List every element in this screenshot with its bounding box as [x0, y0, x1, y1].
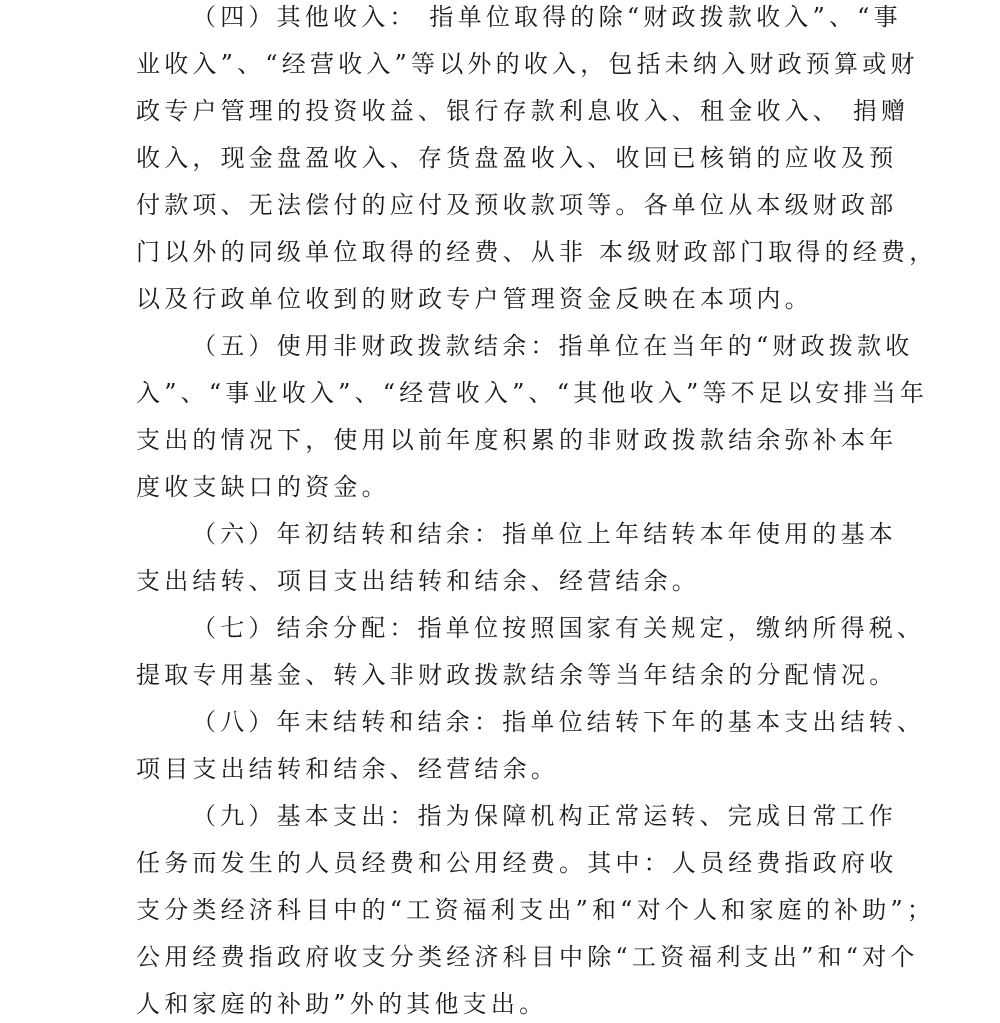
- text-line: 收入，现金盘盈收入、存货盘盈收入、收回已核销的应收及预: [136, 144, 898, 172]
- text-line: （四）其他收入： 指单位取得的除“财政拨款收入”、“事: [192, 3, 902, 31]
- text-line: 公用经费指政府收支分类经济科目中除“工资福利支出”和“对个: [136, 943, 919, 971]
- text-line: 付款项、无法偿付的应付及预收款项等。各单位从本级财政部: [136, 191, 898, 219]
- text-line: 以及行政单位收到的财政专户管理资金反映在本项内。: [136, 285, 813, 313]
- text-line: 任务而发生的人员经费和公用经费。其中：人员经费指政府收: [136, 849, 898, 877]
- text-line: （六）年初结转和结余：指单位上年结转本年使用的基本: [192, 520, 897, 548]
- text-line: （五）使用非财政拨款结余：指单位在当年的“财政拨款收: [192, 332, 914, 360]
- text-line: 支出结转、项目支出结转和结余、经营结余。: [136, 567, 700, 595]
- text-line: （八）年末结转和结余：指单位结转下年的基本支出结转、: [192, 708, 926, 736]
- text-line: 政专户管理的投资收益、银行存款利息收入、租金收入、 捐赠: [136, 97, 910, 125]
- text-line: 业收入”、“经营收入”等以外的收入，包括未纳入财政预算或财: [136, 50, 919, 78]
- text-line: 度收支缺口的资金。: [136, 473, 390, 501]
- text-line: 提取专用基金、转入非财政拨款结余等当年结余的分配情况。: [136, 661, 898, 689]
- text-line: 项目支出结转和结余、经营结余。: [136, 755, 559, 783]
- text-line: 人和家庭的补助”外的其他支出。: [136, 990, 548, 1018]
- text-line: （九）基本支出：指为保障机构正常运转、完成日常工作: [192, 802, 897, 830]
- text-line: 支出的情况下，使用以前年度积累的非财政拨款结余弥补本年: [136, 426, 898, 454]
- text-line: （七）结余分配：指单位按照国家有关规定，缴纳所得税、: [192, 614, 926, 642]
- text-line: 门以外的同级单位取得的经费、从非 本级财政部门取得的经费，: [136, 238, 938, 266]
- text-line: 入”、“事业收入”、“经营收入”、“其他收入”等不足以安排当年: [136, 379, 929, 407]
- text-line: 支分类经济科目中的“工资福利支出”和“对个人和家庭的补助”；: [136, 896, 936, 924]
